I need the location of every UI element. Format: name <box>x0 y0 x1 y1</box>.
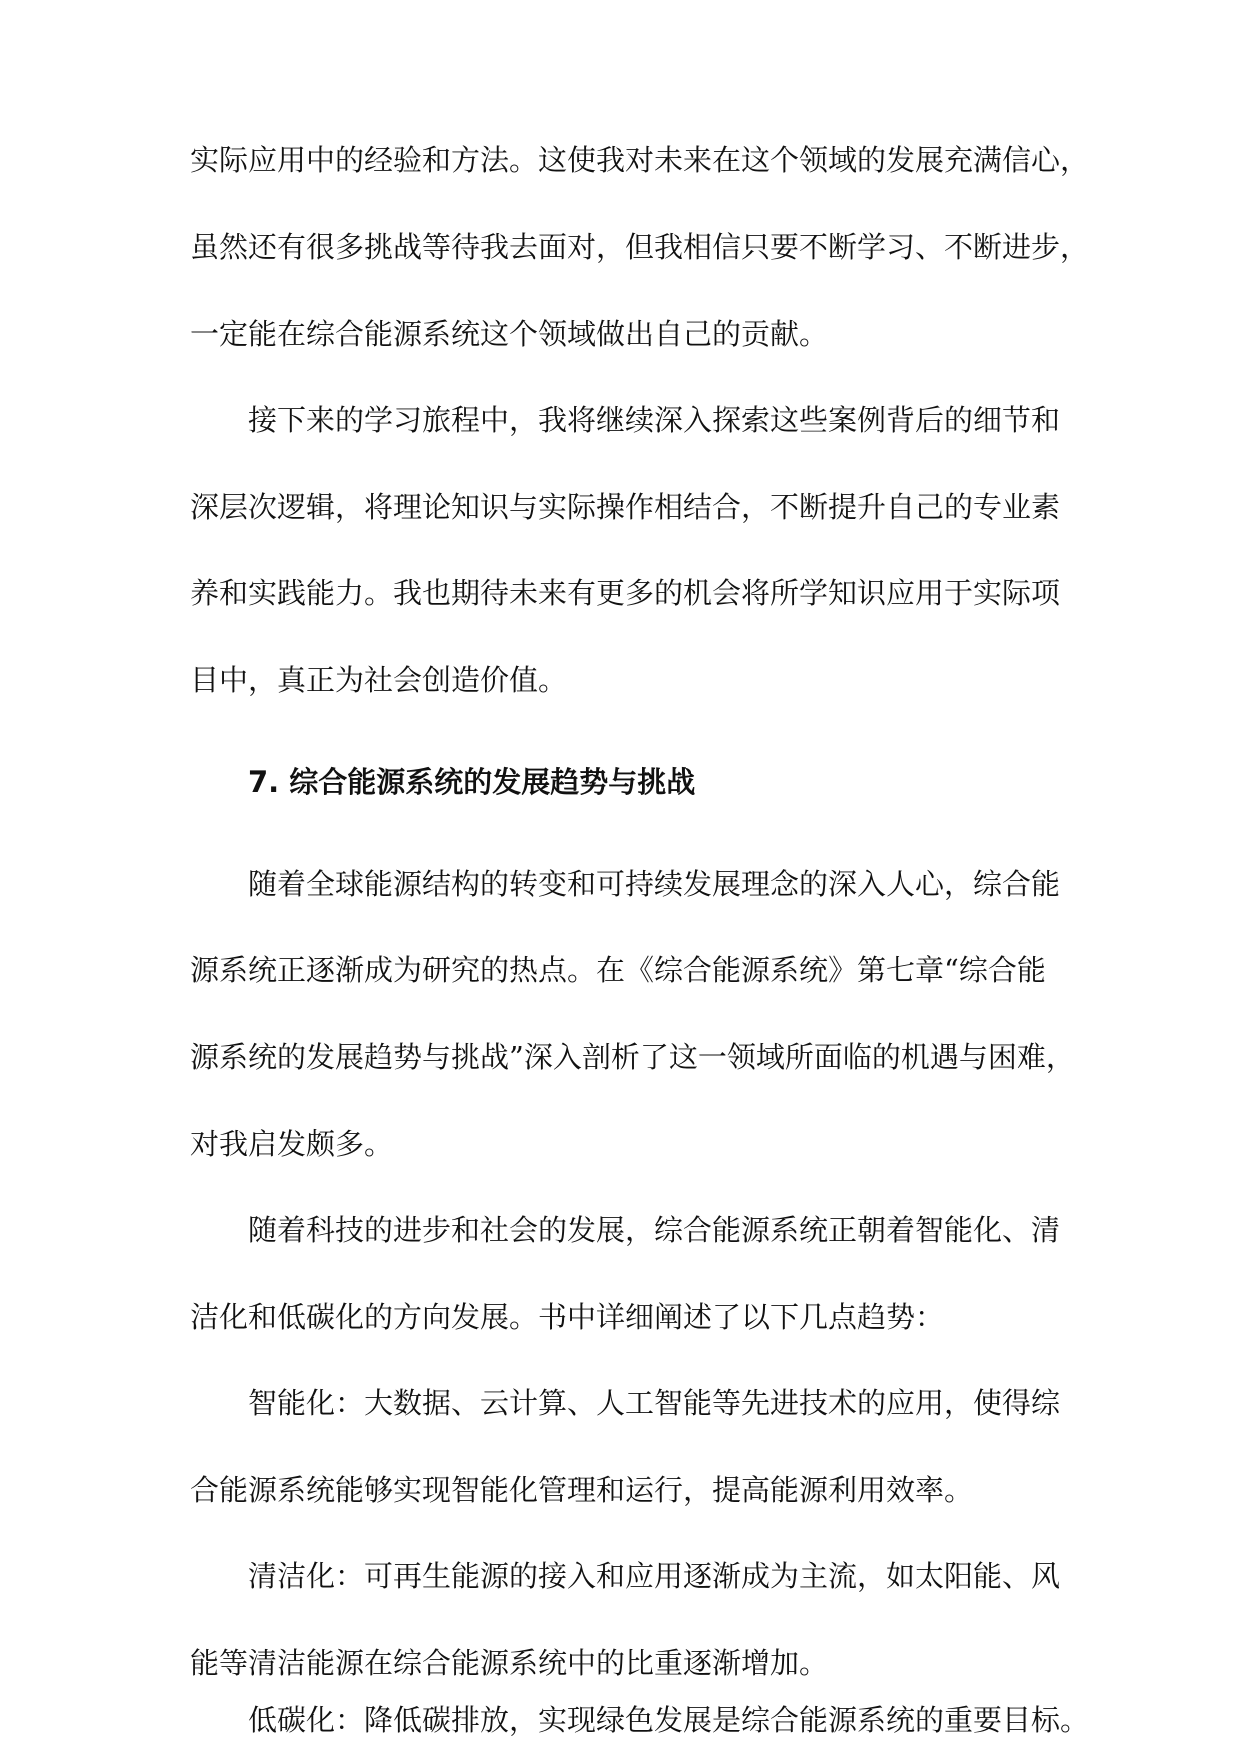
paragraph-line: 智能化：大数据、云计算、人工智能等先进技术的应用，使得综 <box>248 1386 1061 1420</box>
paragraph-line: 源系统正逐渐成为研究的热点。在《综合能源系统》第七章“综合能 <box>190 953 1046 987</box>
paragraph-line: 虽然还有很多挑战等待我去面对，但我相信只要不断学习、不断进步， <box>190 230 1090 264</box>
paragraph-line: 接下来的学习旅程中，我将继续深入探索这些案例背后的细节和 <box>248 403 1061 437</box>
paragraph-line: 清洁化：可再生能源的接入和应用逐渐成为主流，如太阳能、风 <box>248 1559 1061 1593</box>
paragraph-line: 随着科技的进步和社会的发展，综合能源系统正朝着智能化、清 <box>248 1213 1061 1247</box>
paragraph-line: 合能源系统能够实现智能化管理和运行，提高能源利用效率。 <box>190 1473 974 1507</box>
paragraph-line: 能等清洁能源在综合能源系统中的比重逐渐增加。 <box>190 1646 829 1680</box>
paragraph-line: 养和实践能力。我也期待未来有更多的机会将所学知识应用于实际项 <box>190 576 1061 610</box>
paragraph-line: 一定能在综合能源系统这个领域做出自己的贡献。 <box>190 317 829 351</box>
paragraph-line: 深层次逻辑，将理论知识与实际操作相结合，不断提升自己的专业素 <box>190 490 1061 524</box>
paragraph-line: 随着全球能源结构的转变和可持续发展理念的深入人心，综合能 <box>248 867 1061 901</box>
paragraph-line: 实际应用中的经验和方法。这使我对未来在这个领域的发展充满信心， <box>190 143 1090 177</box>
paragraph-line: 目中，真正为社会创造价值。 <box>190 663 568 697</box>
paragraph-line: 低碳化：降低碳排放，实现绿色发展是综合能源系统的重要目标。 <box>248 1703 1090 1737</box>
paragraph-line: 洁化和低碳化的方向发展。书中详细阐述了以下几点趋势： <box>190 1300 945 1334</box>
section-heading: 7. 综合能源系统的发展趋势与挑战 <box>248 765 696 799</box>
paragraph-line: 对我启发颇多。 <box>190 1127 394 1161</box>
paragraph-line: 源系统的发展趋势与挑战”深入剖析了这一领域所面临的机遇与困难， <box>190 1040 1075 1074</box>
